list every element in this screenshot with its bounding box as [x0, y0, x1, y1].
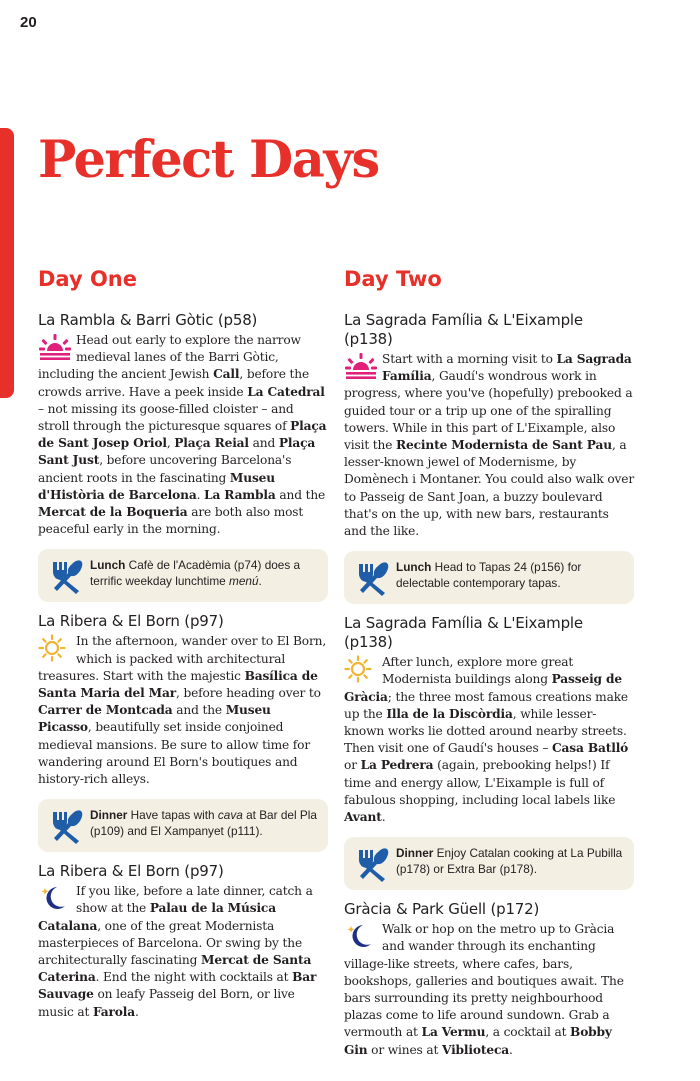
section-body: In the afternoon, wander over to El Born, which is packed with architectural treasures. Start with the majestic Basílica de Santa Maria del Mar, before heading over to Carrer de Montcada and the Museu Picasso, beautifully set inside conjoined medieval mansions. Be sure to allow time for wandering around El Born's boutiques and history-rich alleys. — [38, 634, 327, 787]
meal-icon — [354, 560, 390, 596]
lunch-text: Lunch Cafè de l'Acadèmia (p74) does a terrific weekday lunchtime menú. — [90, 558, 301, 589]
lunch-box — [38, 549, 328, 602]
meal-icon — [354, 846, 390, 882]
dinner-box — [38, 799, 328, 852]
section-body: After lunch, explore more great Modernista buildings along Passeig de Gràcia; the three most famous creations make up the Illa de la Discòrdia, while lesser-known works lie dotted around nearby streets. Then visit one of Gaudí's houses – Casa Batlló or La Pedrera (again, prebooking helps!) If time and energy allow, L'Eixample is full of fabulous shopping, including local labels like Avant. — [344, 655, 629, 825]
section-title: La Sagrada Família & L'Eixample (p138) — [344, 614, 583, 652]
day-two-afternoon — [344, 614, 634, 826]
day-one-heading: Day One — [38, 267, 138, 291]
dinner-text: Dinner Enjoy Catalan cooking at La Pubilla (p178) or Extra Bar (p178). — [396, 846, 623, 877]
day-two-column — [344, 265, 634, 1059]
day-two-morning — [344, 311, 634, 540]
section-body: Head out early to explore the narrow medieval lanes of the Barri Gòtic, including the ancient Jewish Call, before the crowds arrive. Have a peek inside La Catedral – not missing its goose-filled cloister – and stroll through the picturesque squares of Plaça de Sant Josep Oriol, Plaça Reial and Plaça Sant Just, before uncovering Barcelona's ancient roots in the fascinating Museu d'Història de Barcelona. La Rambla and the Mercat de la Boqueria are both also most peaceful early in the morning. — [38, 333, 327, 537]
section-title: La Ribera & El Born (p97) — [38, 612, 224, 631]
section-body: Walk or hop on the metro up to Gràcia and wander through its enchanting village-like streets, where cafes, bars, bookshops, galleries and boutiques await. The bars surrounding its pretty neighbourhood plazas come to life around sundown. Grab a vermouth at La Vermu, a cocktail at Bobby Gin or wines at Viblioteca. — [344, 922, 624, 1057]
chapter-tab-marker — [0, 128, 14, 398]
page-number: 20 — [20, 14, 37, 31]
day-one-morning — [38, 311, 328, 538]
dinner-text: Dinner Have tapas with cava at Bar del Pla (p109) and El Xampanyet (p111). — [90, 808, 317, 839]
day-one-afternoon — [38, 612, 328, 788]
section-title: Gràcia & Park Güell (p172) — [344, 900, 540, 919]
sun-icon — [38, 634, 72, 662]
meal-label: Lunch — [90, 558, 126, 573]
sun-icon — [344, 655, 378, 683]
meal-label: Lunch — [396, 560, 432, 575]
day-two-evening — [344, 900, 634, 1059]
meal-label: Dinner — [90, 808, 128, 823]
moon-icon — [38, 884, 72, 912]
day-two-heading: Day Two — [344, 267, 442, 291]
section-title: La Ribera & El Born (p97) — [38, 862, 224, 881]
meal-label: Dinner — [396, 846, 434, 861]
meal-icon — [48, 558, 84, 594]
page-title: Perfect Days — [38, 130, 379, 190]
lunch-box — [344, 551, 634, 604]
moon-icon — [344, 922, 378, 950]
lunch-text: Lunch Head to Tapas 24 (p156) for delectable contemporary tapas. — [396, 560, 582, 591]
section-title: La Rambla & Barri Gòtic (p58) — [38, 311, 258, 329]
dinner-box — [344, 837, 634, 890]
section-title: La Sagrada Família & L'Eixample (p138) — [344, 311, 583, 348]
day-one-column — [38, 265, 328, 1021]
section-body: Start with a morning visit to La Sagrada Família, Gaudí's wondrous work in progress, where you've (hopefully) prebooked a guided tour or a trip up one of the spiralling towers. While in this part of L'Eixample, also visit the Recinte Modernista de Sant Pau, a lesser-known jewel of Modernisme, by Domènech i Montaner. You could also walk over to Passeig de Sant Joan, a buzzy boulevard that's on the up, with new bars, restaurants and the like. — [344, 352, 635, 539]
section-body: If you like, before a late dinner, catch a show at the Palau de la Música Catalana, one of the great Modernista masterpieces of Barcelona. Or swing by the architecturally fascinating Mercat de Santa Caterina. End the night with cocktails at Bar Sauvage on leafy Passeig del Born, or live music at Farola. — [38, 884, 317, 1019]
sunrise-icon — [38, 333, 72, 361]
day-one-evening — [38, 862, 328, 1021]
sunrise-icon — [344, 352, 378, 380]
meal-icon — [48, 808, 84, 844]
